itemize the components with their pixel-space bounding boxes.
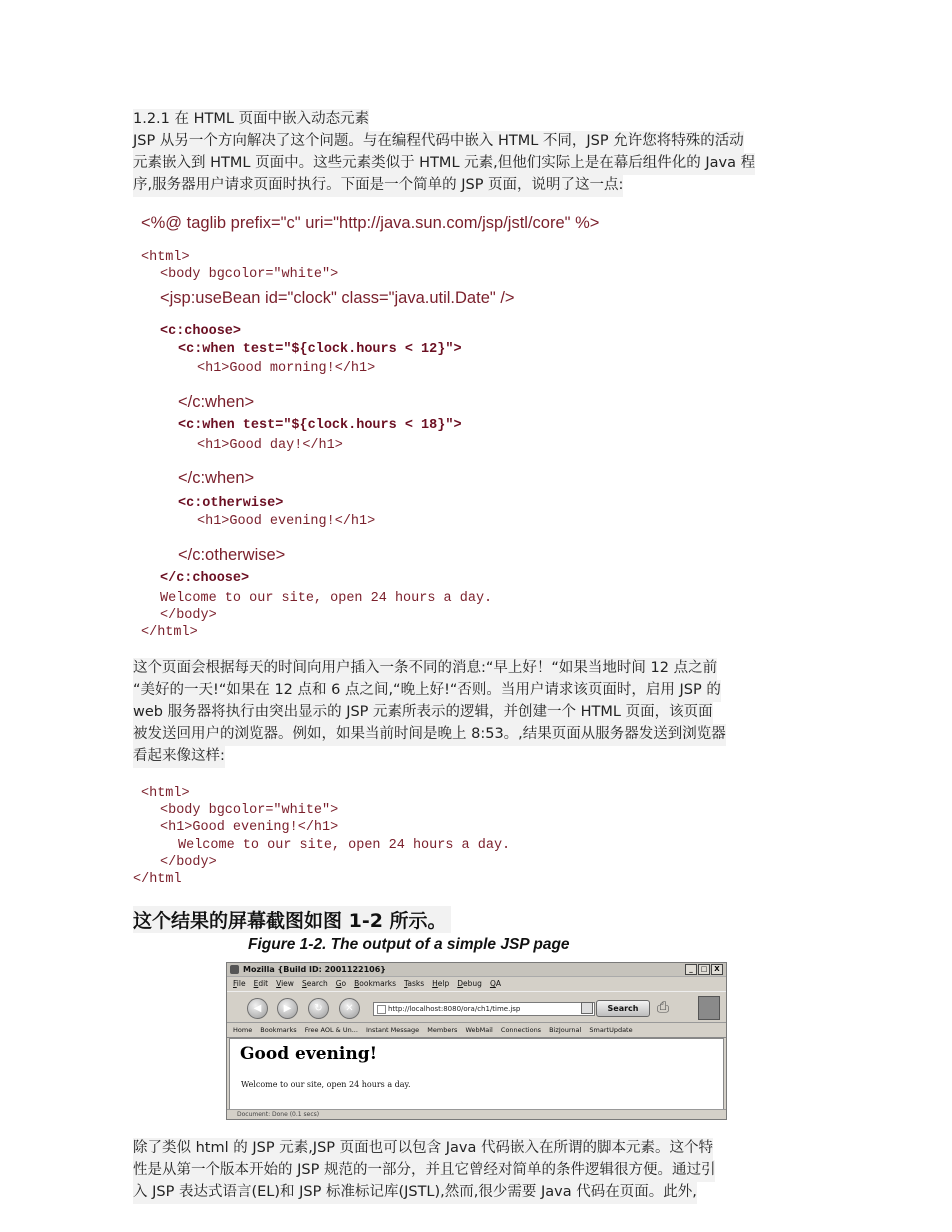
- maximize-icon: □: [698, 964, 710, 975]
- code-when1-open: <c:when test="${clock.hours < 12}">: [178, 342, 462, 357]
- result-heading: 这个结果的屏幕截图如图 1-2 所示。: [133, 906, 451, 933]
- menu-view: View: [276, 979, 294, 988]
- pt-members: Members: [427, 1026, 458, 1034]
- browser-title-bar: [227, 963, 726, 977]
- menu-tasks: Tasks: [404, 979, 425, 988]
- pt-home: Home: [233, 1026, 253, 1034]
- pt-connections: Connections: [500, 1026, 542, 1034]
- menu-edit: Edit: [253, 979, 269, 988]
- menu-search: Search: [301, 979, 328, 988]
- pt-bizjournal: BizJournal: [549, 1026, 582, 1034]
- code-otherwise-h1: <h1>Good evening!</h1>: [197, 514, 376, 529]
- menu-bookmarks: Bookmarks: [354, 979, 397, 988]
- minimize-icon: _: [685, 964, 697, 975]
- browser-status-bar: Document: Done (0.1 secs): [227, 1109, 726, 1119]
- reload-icon: ↻: [308, 998, 329, 1019]
- search-button: Search: [596, 1000, 650, 1017]
- code-when1-h1: <h1>Good morning!</h1>: [197, 361, 376, 376]
- code-when2-open: <c:when test="${clock.hours < 18}">: [178, 418, 462, 433]
- stop-icon: ✕: [339, 998, 360, 1019]
- pt-aol: Free AOL & Un...: [304, 1026, 358, 1034]
- menu-file: File: [233, 979, 246, 988]
- pt-webmail: WebMail: [465, 1026, 493, 1034]
- pt-bookmarks: Bookmarks: [260, 1026, 297, 1034]
- url-field: [373, 1002, 595, 1016]
- code-when2-h1: <h1>Good day!</h1>: [197, 438, 343, 453]
- explain-line-4: 被发送回用户的浏览器。例如，如果当前时间是晚上 8:53。,结果页面从服务器发送到浏览器: [133, 724, 726, 746]
- final-line-2: 性是从第一个版本开始的 JSP 规范的一部分，并且它曾经对简单的条件逻辑很方便。通过引: [133, 1160, 715, 1182]
- code-choose-open: <c:choose>: [160, 324, 242, 339]
- explain-line-5: 看起来像这样:: [133, 746, 225, 768]
- page-icon: [377, 1005, 386, 1014]
- menu-qa: QA: [489, 979, 501, 988]
- personal-toolbar: [227, 1023, 726, 1038]
- menu-debug: Debug: [457, 979, 482, 988]
- code2-body-close: </body>: [160, 855, 217, 870]
- close-icon: X: [711, 964, 723, 975]
- browser-page-content: [229, 1038, 724, 1110]
- intro-line-1: JSP 从另一个方向解决了这个问题。与在编程代码中嵌入 HTML 不同，JSP 允许您将特殊的活动: [133, 131, 744, 153]
- pt-smartupdate: SmartUpdate: [589, 1026, 633, 1034]
- mozilla-throbber-icon: [698, 996, 720, 1020]
- code2-html-close: </html: [133, 872, 182, 887]
- menu-help: Help: [432, 979, 450, 988]
- back-icon: ◀: [247, 998, 268, 1019]
- section-title: 1.2.1 在 HTML 页面中嵌入动态元素: [133, 109, 369, 131]
- code-when2-close: </c:when>: [178, 469, 255, 487]
- code-body-open: <body bgcolor="white">: [160, 267, 339, 282]
- explain-line-2: “美好的一天!“如果在 12 点和 6 点之间,“晚上好!“否则。当用户请求该页面时，启用 JSP 的: [133, 680, 721, 702]
- code-html-close: </html>: [141, 625, 198, 640]
- pt-instant-message: Instant Message: [365, 1026, 420, 1034]
- code-taglib: <%@ taglib prefix="c" uri="http://java.sun.com/jsp/jstl/core" %>: [141, 214, 600, 232]
- code-html-open: <html>: [141, 250, 190, 265]
- explain-line-3: web 服务器将执行由突出显示的 JSP 元素所表示的逻辑，并创建一个 HTML 页面，该页面: [133, 702, 713, 724]
- code2-html-open: <html>: [141, 786, 190, 801]
- code2-welcome: Welcome to our site, open 24 hours a day.: [178, 838, 511, 853]
- go-icon: [581, 1002, 593, 1014]
- code-otherwise-close: </c:otherwise>: [178, 546, 286, 564]
- final-line-1: 除了类似 html 的 JSP 元素,JSP 页面也可以包含 Java 代码嵌入在所谓的脚本元素。这个特: [133, 1138, 713, 1160]
- url-text: http://localhost:8080/ora/ch1/time.jsp: [388, 1005, 521, 1013]
- figure-caption: Figure 1-2. The output of a simple JSP page: [248, 936, 570, 953]
- page-text: Welcome to our site, open 24 hours a day.: [241, 1080, 411, 1089]
- mozilla-icon: [230, 965, 239, 974]
- code2-h1: <h1>Good evening!</h1>: [160, 820, 339, 835]
- browser-screenshot: [226, 962, 727, 1120]
- intro-line-3: 序,服务器用户请求页面时执行。下面是一个简单的 JSP 页面，说明了这一点:: [133, 175, 623, 197]
- intro-line-2: 元素嵌入到 HTML 页面中。这些元素类似于 HTML 元素,但他们实际上是在幕后组件化的 Java 程: [133, 153, 755, 175]
- code-usebean: <jsp:useBean id="clock" class="java.util.Date" />: [160, 289, 515, 307]
- explain-line-1: 这个页面会根据每天的时间向用户插入一条不同的消息:“早上好！“如果当地时间 12 点之前: [133, 658, 717, 680]
- code-when1-close: </c:when>: [178, 393, 255, 411]
- code-choose-close: </c:choose>: [160, 571, 250, 586]
- window-buttons: [685, 964, 723, 975]
- page-heading: Good evening!: [240, 1044, 378, 1064]
- print-icon: ⎙: [657, 998, 670, 1016]
- menu-go: Go: [335, 979, 347, 988]
- final-line-3: 入 JSP 表达式语言(EL)和 JSP 标准标记库(JSTL),然而,很少需要 Java 代码在页面。此外,: [133, 1182, 697, 1204]
- browser-toolbar: [227, 991, 726, 1023]
- browser-menu-bar: [227, 977, 726, 991]
- code-welcome: Welcome to our site, open 24 hours a day.: [160, 591, 493, 606]
- code2-body-open: <body bgcolor="white">: [160, 803, 339, 818]
- code-body-close: </body>: [160, 608, 217, 623]
- forward-icon: ▶: [277, 998, 298, 1019]
- code-otherwise-open: <c:otherwise>: [178, 496, 284, 511]
- browser-title: Mozilla {Build ID: 2001122106}: [243, 965, 386, 974]
